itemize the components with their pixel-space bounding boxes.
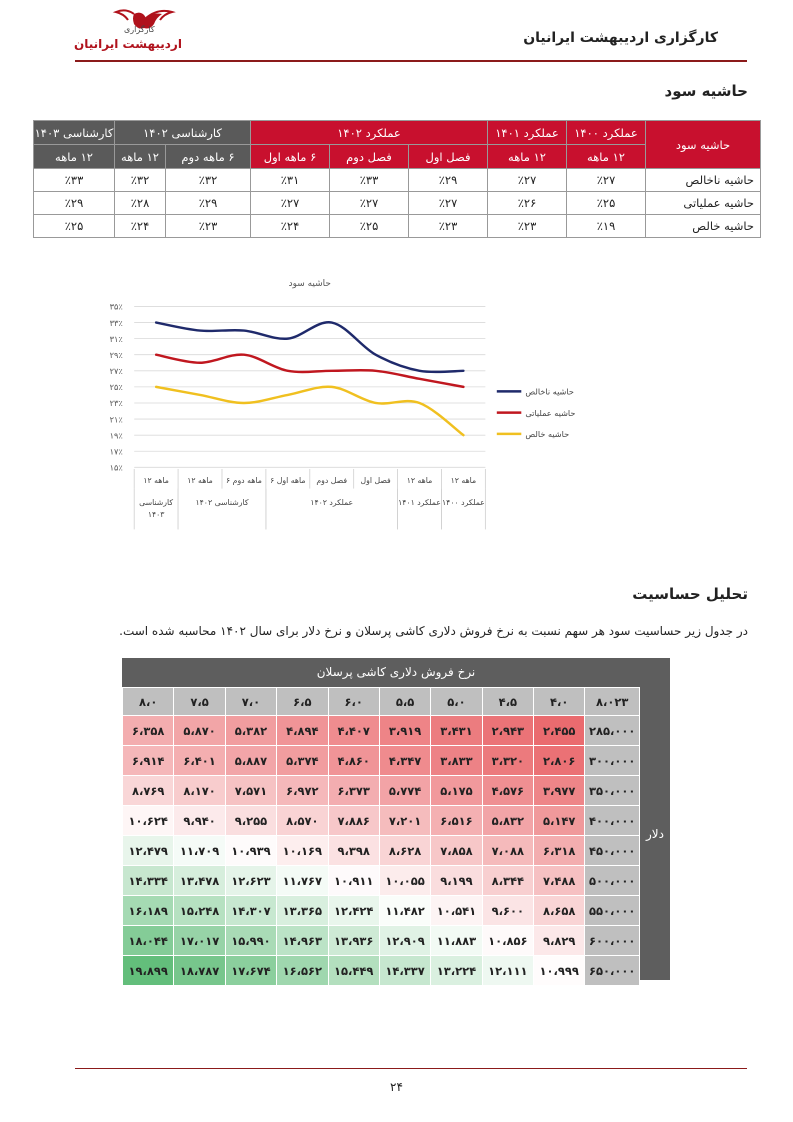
sensitivity-cell: ۵،۸۸۷ xyxy=(225,746,276,776)
sensitivity-row-header: ۲۸۵،۰۰۰ xyxy=(585,716,640,746)
margin-sub-header: ۶ ماهه دوم xyxy=(166,145,251,169)
series-line-3 xyxy=(156,387,463,435)
sensitivity-cell: ۳،۳۲۰ xyxy=(482,746,533,776)
header-title: کارگزاری اردیبهشت ایرانیان xyxy=(523,30,718,46)
y-tick-label: ۱۵٪ xyxy=(109,462,123,473)
sensitivity-side-label: دلار xyxy=(640,687,670,980)
sensitivity-cell: ۷،۵۷۱ xyxy=(225,776,276,806)
sensitivity-cell: ۱۲،۴۷۹ xyxy=(123,836,174,866)
sensitivity-cell: ۱۱،۸۸۳ xyxy=(431,926,482,956)
sensitivity-cell: ۱۷،۶۷۴ xyxy=(225,956,276,986)
table-cell: ٪۲۴ xyxy=(251,215,330,238)
sensitivity-col-header: ۸،۰ xyxy=(123,688,174,716)
sensitivity-cell: ۱۰،۸۵۶ xyxy=(482,926,533,956)
page-number: ۲۴ xyxy=(390,1080,403,1094)
margin-group-header: عملکرد ۱۴۰۲ xyxy=(251,121,488,145)
sensitivity-cell: ۵،۳۷۴ xyxy=(277,746,328,776)
sensitivity-cell: ۱۰،۹۳۹ xyxy=(225,836,276,866)
sensitivity-cell: ۶،۳۱۸ xyxy=(534,836,585,866)
sensitivity-col-header: ۶،۵ xyxy=(277,688,328,716)
y-tick-label: ۲۱٪ xyxy=(109,414,123,425)
margin-line-chart xyxy=(95,242,585,562)
margin-sub-header: ۱۲ ماهه xyxy=(567,145,646,169)
sensitivity-cell: ۹،۲۵۵ xyxy=(225,806,276,836)
sensitivity-cell: ۸،۶۵۸ xyxy=(534,896,585,926)
table-cell: ٪۲۷ xyxy=(330,192,409,215)
sensitivity-cell: ۱۰،۹۱۱ xyxy=(328,866,379,896)
table-cell: ٪۲۷ xyxy=(409,192,488,215)
sensitivity-cell: ۱۰،۱۶۹ xyxy=(277,836,328,866)
x-category-label: ۱۲ ماهه xyxy=(187,475,213,485)
margin-table xyxy=(33,120,761,238)
sensitivity-col-header: ۴،۵ xyxy=(482,688,533,716)
table-cell: ٪۱۹ xyxy=(567,215,646,238)
sensitivity-cell: ۱۸،۰۴۴ xyxy=(123,926,174,956)
sensitivity-cell: ۷،۲۰۱ xyxy=(379,806,430,836)
sensitivity-cell: ۶،۳۵۸ xyxy=(123,716,174,746)
table-cell: ٪۲۷ xyxy=(488,169,567,192)
sensitivity-cell: ۱۵،۲۴۸ xyxy=(174,896,225,926)
x-group-label: کارشناسی ۱۴۰۳ xyxy=(139,497,174,520)
table-cell: ٪۳۲ xyxy=(166,169,251,192)
sensitivity-cell: ۸،۶۲۸ xyxy=(379,836,430,866)
sensitivity-cell: ۹،۱۹۹ xyxy=(431,866,482,896)
table-row xyxy=(123,956,640,986)
series-line-1 xyxy=(156,322,463,372)
sensitivity-row-header: ۵۰۰،۰۰۰ xyxy=(585,866,640,896)
sensitivity-cell: ۱۲،۴۲۴ xyxy=(328,896,379,926)
table-row xyxy=(123,896,640,926)
sensitivity-cell: ۵،۷۷۴ xyxy=(379,776,430,806)
table-row xyxy=(123,746,640,776)
bull-logo-icon xyxy=(72,8,182,56)
margin-sub-header: ۱۲ ماهه xyxy=(488,145,567,169)
sensitivity-cell: ۷،۸۸۶ xyxy=(328,806,379,836)
table-cell: ٪۲۷ xyxy=(251,192,330,215)
sensitivity-row-header: ۳۰۰،۰۰۰ xyxy=(585,746,640,776)
sensitivity-corner: ۸،۰۲۳ xyxy=(585,688,640,716)
sensitivity-cell: ۱۷،۰۱۷ xyxy=(174,926,225,956)
sensitivity-cell: ۱۱،۷۰۹ xyxy=(174,836,225,866)
table-cell: ٪۲۹ xyxy=(409,169,488,192)
sensitivity-cell: ۳،۹۱۹ xyxy=(379,716,430,746)
x-category-label: ۶ ماهه دوم xyxy=(226,475,262,485)
sensitivity-cell: ۸،۱۷۰ xyxy=(174,776,225,806)
chart-title: حاشیه سود xyxy=(288,279,331,290)
sensitivity-cell: ۴،۴۰۷ xyxy=(328,716,379,746)
logo-big-text: اردیبهشت ایرانیان xyxy=(74,37,182,51)
sensitivity-col-header: ۷،۰ xyxy=(225,688,276,716)
section-title-margins: حاشیه سود xyxy=(664,82,748,100)
sensitivity-cell: ۹،۶۰۰ xyxy=(482,896,533,926)
table-cell: ٪۳۳ xyxy=(330,169,409,192)
company-logo xyxy=(72,8,182,56)
table-cell: ٪۲۳ xyxy=(409,215,488,238)
table-row xyxy=(34,169,761,192)
margin-group-header: کارشناسی ۱۴۰۳ xyxy=(34,121,115,145)
sensitivity-row-header: ۵۵۰،۰۰۰ xyxy=(585,896,640,926)
legend-label: حاشیه ناخالص xyxy=(525,386,574,397)
sensitivity-cell: ۵،۳۸۲ xyxy=(225,716,276,746)
legend-label: حاشیه عملیاتی xyxy=(525,407,576,418)
sensitivity-cell: ۱۴،۳۰۷ xyxy=(225,896,276,926)
sensitivity-cell: ۴،۳۴۷ xyxy=(379,746,430,776)
sensitivity-cell: ۱۳،۲۲۴ xyxy=(431,956,482,986)
y-tick-label: ۱۷٪ xyxy=(109,446,123,457)
sensitivity-cell: ۷،۰۸۸ xyxy=(482,836,533,866)
x-group-label: عملکرد ۱۴۰۰ xyxy=(442,497,485,507)
sensitivity-cell: ۵،۸۷۰ xyxy=(174,716,225,746)
sensitivity-cell: ۴،۸۶۰ xyxy=(328,746,379,776)
sensitivity-cell: ۱۴،۹۶۳ xyxy=(277,926,328,956)
sensitivity-row-header: ۳۵۰،۰۰۰ xyxy=(585,776,640,806)
table-row xyxy=(123,836,640,866)
y-tick-label: ۳۳٪ xyxy=(109,317,123,328)
margin-group-header: عملکرد ۱۴۰۱ xyxy=(488,121,567,145)
table-row xyxy=(123,806,640,836)
table-row xyxy=(123,716,640,746)
sensitivity-cell: ۶،۴۰۱ xyxy=(174,746,225,776)
sensitivity-cell: ۳،۸۳۳ xyxy=(431,746,482,776)
table-row xyxy=(34,192,761,215)
margin-table-corner: حاشیه سود xyxy=(646,121,761,169)
sensitivity-cell: ۱۶،۵۶۲ xyxy=(277,956,328,986)
table-cell: ٪۳۱ xyxy=(251,169,330,192)
sensitivity-row-header: ۴۰۰،۰۰۰ xyxy=(585,806,640,836)
table-row xyxy=(123,926,640,956)
sensitivity-cell: ۹،۸۲۹ xyxy=(534,926,585,956)
table-row xyxy=(34,215,761,238)
table-cell: ٪۲۵ xyxy=(34,215,115,238)
x-category-label: ۱۲ ماهه xyxy=(143,475,169,485)
margin-sub-header: ۱۲ ماهه xyxy=(115,145,166,169)
sensitivity-cell: ۱۵،۹۹۰ xyxy=(225,926,276,956)
sensitivity-cell: ۱۰،۰۵۵ xyxy=(379,866,430,896)
sensitivity-cell: ۱۸،۷۸۷ xyxy=(174,956,225,986)
sensitivity-cell: ۳،۹۷۷ xyxy=(534,776,585,806)
sensitivity-title: نرخ فروش دلاری کاشی پرسلان xyxy=(122,658,670,687)
table-cell: ٪۲۵ xyxy=(567,192,646,215)
margin-sub-header: فصل دوم xyxy=(330,145,409,169)
sensitivity-cell: ۱۳،۹۳۶ xyxy=(328,926,379,956)
sensitivity-row-header: ۶۰۰،۰۰۰ xyxy=(585,926,640,956)
y-tick-label: ۲۵٪ xyxy=(109,382,123,393)
sensitivity-cell: ۱۶،۱۸۹ xyxy=(123,896,174,926)
sensitivity-row-header: ۴۵۰،۰۰۰ xyxy=(585,836,640,866)
sensitivity-cell: ۹،۹۴۰ xyxy=(174,806,225,836)
sensitivity-cell: ۲،۸۰۶ xyxy=(534,746,585,776)
sensitivity-col-header: ۷،۵ xyxy=(174,688,225,716)
row-label: حاشیه ناخالص xyxy=(646,169,761,192)
intro-paragraph: در جدول زیر حساسیت سود هر سهم نسبت به نرخ فروش دلاری کاشی پرسلان و نرخ دلار برای سال ۱۴۰۲ محاسبه شده است. xyxy=(119,624,748,638)
legend-label: حاشیه خالص xyxy=(525,429,570,440)
header-rule xyxy=(75,60,747,62)
sensitivity-row-header: ۶۵۰،۰۰۰ xyxy=(585,956,640,986)
y-tick-label: ۳۵٪ xyxy=(109,301,123,312)
sensitivity-cell: ۱۲،۶۲۳ xyxy=(225,866,276,896)
sensitivity-cell: ۱۱،۴۸۲ xyxy=(379,896,430,926)
footer-rule xyxy=(75,1068,747,1069)
table-cell: ٪۳۲ xyxy=(115,169,166,192)
margin-sub-header: فصل اول xyxy=(409,145,488,169)
sensitivity-cell: ۱۵،۴۴۹ xyxy=(328,956,379,986)
y-tick-label: ۳۱٪ xyxy=(109,333,123,344)
sensitivity-cell: ۵،۱۷۵ xyxy=(431,776,482,806)
sensitivity-col-header: ۶،۰ xyxy=(328,688,379,716)
sensitivity-grid xyxy=(122,687,640,986)
x-category-label: ۶ ماهه اول xyxy=(270,475,306,485)
sensitivity-col-header: ۴،۰ xyxy=(534,688,585,716)
row-label: حاشیه عملیاتی xyxy=(646,192,761,215)
table-row xyxy=(123,776,640,806)
margin-sub-header: ۶ ماهه اول xyxy=(251,145,330,169)
table-cell: ٪۲۳ xyxy=(166,215,251,238)
sensitivity-cell: ۵،۸۳۲ xyxy=(482,806,533,836)
sensitivity-cell: ۴،۵۷۶ xyxy=(482,776,533,806)
sensitivity-cell: ۱۳،۳۶۵ xyxy=(277,896,328,926)
y-tick-label: ۲۷٪ xyxy=(109,366,123,377)
sensitivity-cell: ۶،۹۱۴ xyxy=(123,746,174,776)
y-tick-label: ۱۹٪ xyxy=(109,430,123,441)
sensitivity-cell: ۸،۵۷۰ xyxy=(277,806,328,836)
sensitivity-cell: ۱۲،۱۱۱ xyxy=(482,956,533,986)
sensitivity-cell: ۶،۹۷۲ xyxy=(277,776,328,806)
x-group-label: کارشناسی ۱۴۰۲ xyxy=(195,497,249,507)
table-cell: ٪۲۹ xyxy=(34,192,115,215)
sensitivity-cell: ۱۱،۷۶۷ xyxy=(277,866,328,896)
section-title-sensitivity: تحلیل حساسیت xyxy=(632,585,748,603)
table-cell: ٪۲۴ xyxy=(115,215,166,238)
sensitivity-cell: ۱۹،۸۹۹ xyxy=(123,956,174,986)
sensitivity-cell: ۱۰،۹۹۹ xyxy=(534,956,585,986)
x-group-label: عملکرد ۱۴۰۲ xyxy=(310,497,354,507)
x-group-label: عملکرد ۱۴۰۱ xyxy=(398,497,441,507)
sensitivity-cell: ۸،۳۴۴ xyxy=(482,866,533,896)
sensitivity-cell: ۶،۳۷۳ xyxy=(328,776,379,806)
sensitivity-col-header: ۵،۰ xyxy=(431,688,482,716)
sensitivity-cell: ۳،۴۳۱ xyxy=(431,716,482,746)
sensitivity-cell: ۶،۵۱۶ xyxy=(431,806,482,836)
y-tick-label: ۲۳٪ xyxy=(109,398,123,409)
sensitivity-cell: ۱۴،۳۳۷ xyxy=(379,956,430,986)
sensitivity-cell: ۵،۱۴۷ xyxy=(534,806,585,836)
sensitivity-cell: ۲،۹۴۳ xyxy=(482,716,533,746)
sensitivity-cell: ۷،۸۵۸ xyxy=(431,836,482,866)
table-cell: ٪۲۹ xyxy=(166,192,251,215)
logo-small-text: کارگزاری xyxy=(124,25,155,34)
table-cell: ٪۲۳ xyxy=(488,215,567,238)
table-cell: ٪۲۶ xyxy=(488,192,567,215)
sensitivity-cell: ۱۲،۹۰۹ xyxy=(379,926,430,956)
sensitivity-cell: ۱۰،۶۲۴ xyxy=(123,806,174,836)
margin-group-header: عملکرد ۱۴۰۰ xyxy=(567,121,646,145)
sensitivity-cell: ۲،۴۵۵ xyxy=(534,716,585,746)
sensitivity-cell: ۷،۴۸۸ xyxy=(534,866,585,896)
table-row xyxy=(123,866,640,896)
sensitivity-cell: ۱۴،۳۳۴ xyxy=(123,866,174,896)
table-cell: ٪۲۷ xyxy=(567,169,646,192)
sensitivity-cell: ۸،۷۶۹ xyxy=(123,776,174,806)
x-category-label: فصل دوم xyxy=(316,475,348,485)
sensitivity-cell: ۹،۳۹۸ xyxy=(328,836,379,866)
table-cell: ٪۳۳ xyxy=(34,169,115,192)
x-category-label: فصل اول xyxy=(360,475,391,485)
y-tick-label: ۲۹٪ xyxy=(109,349,123,360)
margin-sub-header: ۱۲ ماهه xyxy=(34,145,115,169)
row-label: حاشیه خالص xyxy=(646,215,761,238)
table-cell: ٪۲۸ xyxy=(115,192,166,215)
table-cell: ٪۲۵ xyxy=(330,215,409,238)
margin-group-header: کارشناسی ۱۴۰۲ xyxy=(115,121,251,145)
sensitivity-cell: ۱۳،۴۷۸ xyxy=(174,866,225,896)
x-category-label: ۱۲ ماهه xyxy=(450,475,477,485)
sensitivity-cell: ۴،۸۹۴ xyxy=(277,716,328,746)
sensitivity-col-header: ۵،۵ xyxy=(379,688,430,716)
sensitivity-cell: ۱۰،۵۴۱ xyxy=(431,896,482,926)
x-category-label: ۱۲ ماهه xyxy=(406,475,433,485)
